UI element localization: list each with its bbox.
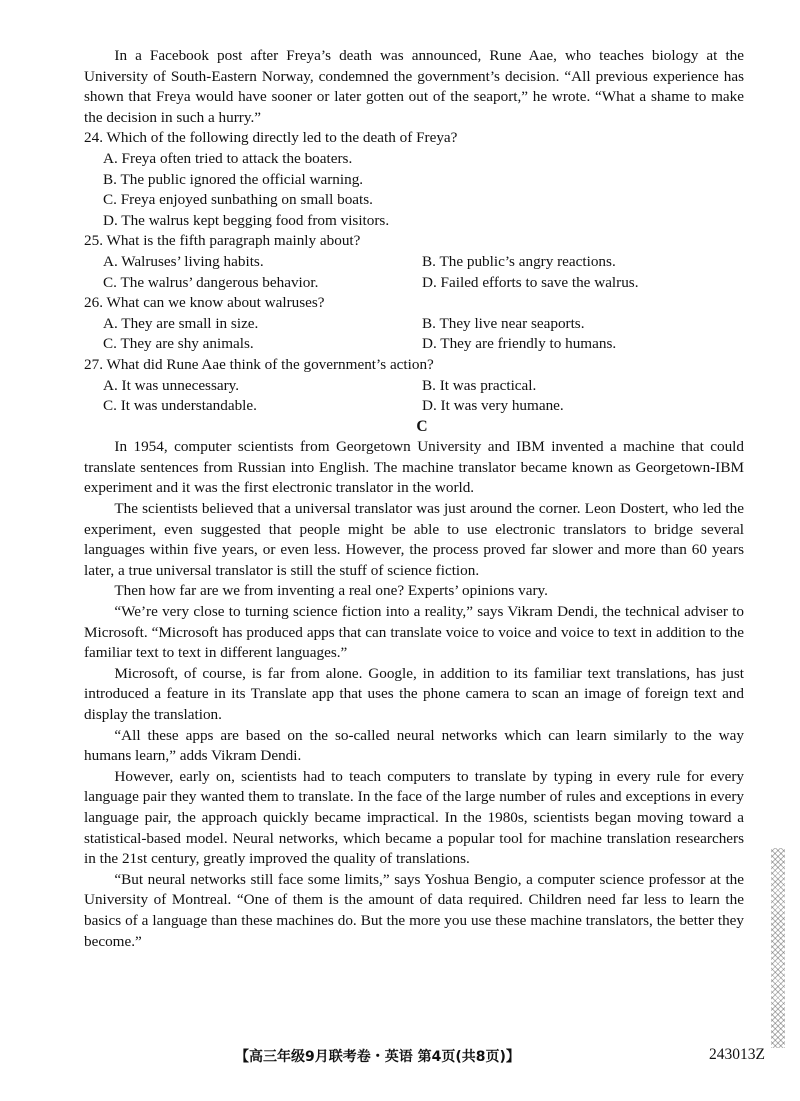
option-b: B. They live near seaports. <box>422 314 585 332</box>
question-stem: 25. What is the fifth paragraph mainly about? <box>84 232 361 250</box>
option-a: A. Walruses’ living habits. <box>103 252 264 270</box>
page-footer <box>235 1046 765 1066</box>
option-b: B. It was practical. <box>422 376 537 394</box>
option-b: B. The public ignored the official warning. <box>103 170 364 188</box>
passage-paragraph: “All these apps are based on the so-called neural networks which can learn similarly to the way humans learn,” adds Vikram Dendi. <box>84 726 744 765</box>
question-24 <box>84 128 744 231</box>
option-d: D. Failed efforts to save the walrus. <box>422 273 639 291</box>
option-c: C. Freya enjoyed sunbathing on small boats. <box>103 191 373 209</box>
passage-paragraph: Then how far are we from inventing a real one? Experts’ opinions vary. <box>114 582 548 600</box>
question-stem: 27. What did Rune Aae think of the government’s action? <box>84 355 434 373</box>
passage-paragraph: Microsoft, of course, is far from alone. Google, in addition to its familiar text translations, has just introduced a feature in its Translate app that uses the phone camera to scan an image of foreign text and display the translation. <box>84 664 744 723</box>
options-list <box>84 149 744 231</box>
options-grid <box>84 376 744 417</box>
page-content <box>84 46 744 952</box>
options-grid <box>84 314 744 355</box>
passage-paragraph: “We’re very close to turning science fiction into a reality,” says Vikram Dendi, the technical adviser to Microsoft. “Microsoft has produced apps that can translate voice to voice and voice to text in addition to the familiar text to text in different languages.” <box>84 603 744 662</box>
passage-paragraph: “But neural networks still face some limits,” says Yoshua Bengio, a computer science professor at the University of Montreal. “One of them is the amount of data required. Children need far less to learn the basics of a language than these machines do. But the more you use these machine translators, the better they become.” <box>84 870 744 950</box>
footer-code: 243013Z <box>709 1046 765 1063</box>
option-c: C. It was understandable. <box>103 397 257 415</box>
question-26 <box>84 293 744 355</box>
passage-paragraph: However, early on, scientists had to teach computers to translate by typing in every rule for every language pair they wanted them to translate. In the face of the large number of rules and exceptions in every language pair, the approach quickly became impractical. In the 1980s, scientists began moving toward a statistical-based model. Neural networks, which became a popular tool for machine translation researchers in the 21st century, greatly improved the quality of translations. <box>84 767 744 868</box>
option-a: A. It was unnecessary. <box>103 376 240 394</box>
option-c: C. They are shy animals. <box>103 335 254 353</box>
question-stem: 26. What can we know about walruses? <box>84 294 325 312</box>
footer-exam-info: 【高三年级9月联考卷・英语 第4页(共8页)】 <box>235 1049 520 1065</box>
scan-edge-pattern <box>771 848 785 1048</box>
section-c-label: C <box>416 417 428 435</box>
option-d: D. The walrus kept begging food from visitors. <box>103 211 390 229</box>
passage-paragraph: In 1954, computer scientists from Georgetown University and IBM invented a machine that could translate sentences from Russian into English. The machine translator became known as Georgetown-IBM experiment and it was the first electronic translator in the world. <box>84 438 744 497</box>
options-grid <box>84 252 744 293</box>
passage-c <box>84 437 744 952</box>
passage-paragraph: The scientists believed that a universal translator was just around the corner. Leon Dostert, who led the experiment, even suggested that people might be able to use electronic translators to bridge several languages within five years, or even less. However, the process proved far slower and more than 60 years later, a true universal translator is still the stuff of science fiction. <box>84 500 744 579</box>
question-27 <box>84 355 744 417</box>
option-a: A. They are small in size. <box>103 314 259 332</box>
option-d: D. They are friendly to humans. <box>422 335 617 353</box>
passage-b-final-paragraph: In a Facebook post after Freya’s death was announced, Rune Aae, who teaches biology at the University of South-Eastern Norway, condemned the government’s decision. “All previous experience has shown that Freya would have sooner or later gotten out of the seaport,” he wrote. “What a shame to make the decision in such a hurry.” <box>84 47 744 126</box>
option-c: C. The walrus’ dangerous behavior. <box>103 273 319 291</box>
question-25 <box>84 231 744 293</box>
option-a: A. Freya often tried to attack the boaters. <box>103 149 353 167</box>
option-b: B. The public’s angry reactions. <box>422 252 616 270</box>
option-d: D. It was very humane. <box>422 397 564 415</box>
question-stem: 24. Which of the following directly led to the death of Freya? <box>84 129 458 147</box>
